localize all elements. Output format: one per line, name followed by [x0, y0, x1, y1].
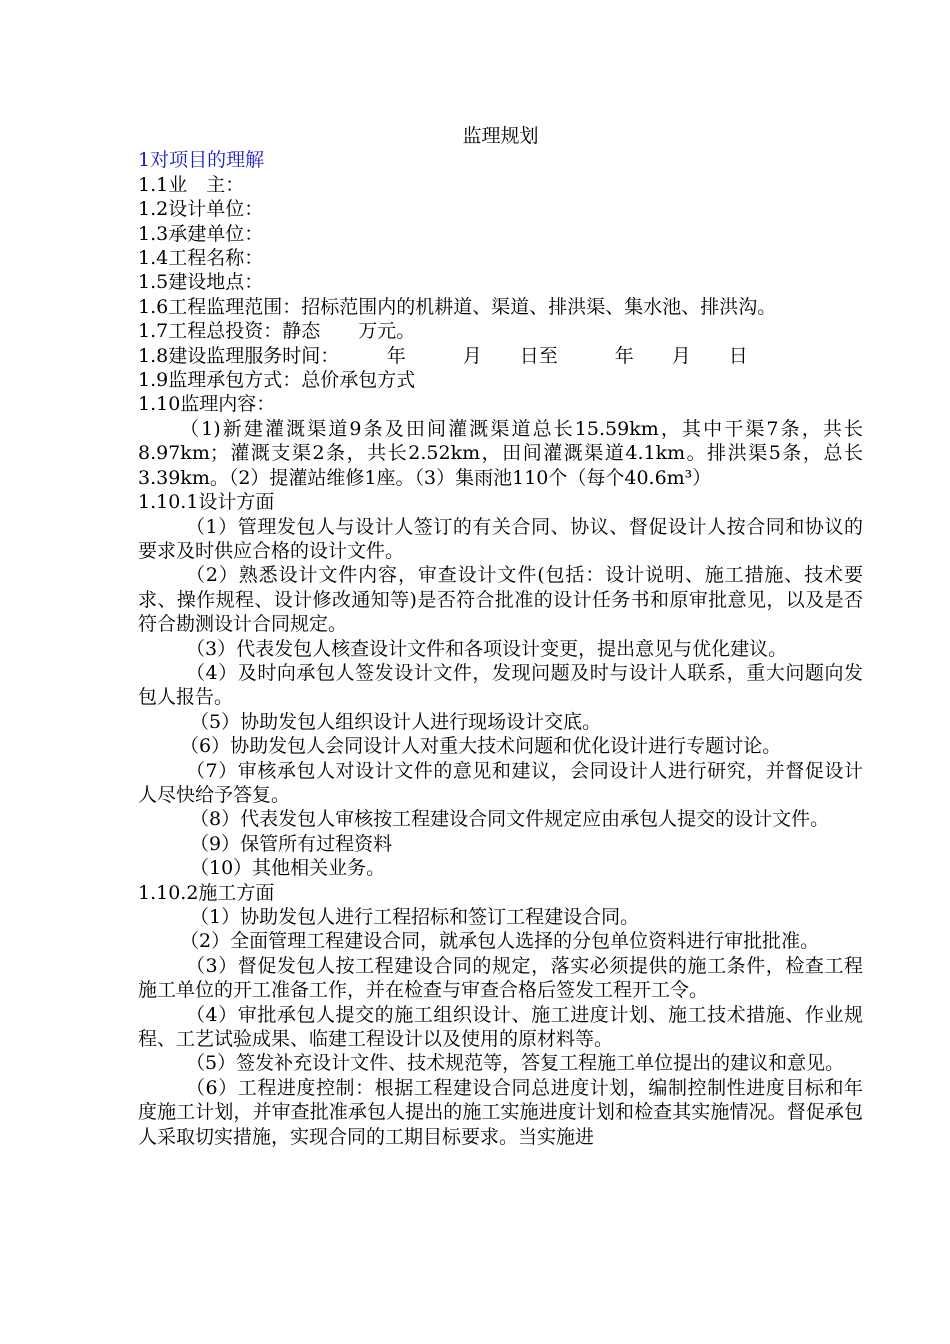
section-heading-project-understanding: 1对项目的理解: [138, 149, 265, 172]
item-contractor: 1.3承建单位：: [138, 222, 264, 245]
construction-item: （2）全面管理工程建设合同，就承包人选择的分包单位资料进行审批批准。: [180, 930, 820, 953]
document-page: [138, 124, 863, 1149]
design-item: （8）代表发包人审核按工程建设合同文件规定应由承包人提交的设计文件。: [190, 808, 830, 831]
item-owner: 1.1业 主：: [138, 173, 245, 196]
design-heading: 1.10.1设计方面: [138, 491, 275, 514]
design-item: （1）管理发包人与设计人签订的有关合同、协议、督促设计人按合同和协议的要求及时供应合格的设计文件。: [138, 515, 863, 562]
design-item: （7）审核承包人对设计文件的意见和建议，会同设计人进行研究，并督促设计人尽快给予答复。: [138, 759, 863, 806]
design-item: （6）协助发包人会同设计人对重大技术问题和优化设计进行专题讨论。: [180, 735, 782, 758]
item-site: 1.5建设地点：: [138, 271, 264, 294]
construction-item: （5）签发补充设计文件、技术规范等，答复工程施工单位提出的建议和意见。: [186, 1052, 845, 1075]
construction-heading: 1.10.2施工方面: [138, 881, 275, 904]
item-service-time: 1.8建设监理服务时间： 年 月 日至 年 月 日: [138, 344, 748, 367]
design-item: （4）及时向承包人签发设计文件，发现问题及时与设计人联系，重大问题向发包人报告。: [138, 661, 863, 709]
design-item: （10）其他相关业务。: [190, 857, 386, 880]
content-paragraph: （1)新建灌溉渠道9条及田间灌溉渠道总长15.59km，其中干渠7条，共长8.97km；灌溉支渠2条，共长2.52km，田间灌溉渠道4.1km。排洪渠5条，总长3.39km。（2）提灌站维修1座。（3）集雨池110个（每个40.6m³）: [138, 417, 863, 489]
design-item: （3）代表发包人核查设计文件和各项设计变更，提出意见与优化建议。: [186, 637, 788, 660]
design-item: （2）熟悉设计文件内容，审查设计文件(包括：设计说明、施工措施、技术要求、操作规程、设计修改通知等)是否符合批准的设计任务书和原审批意见，以及是否符合勘测设计合同规定。: [138, 564, 863, 636]
item-contract-mode: 1.9监理承包方式：总价承包方式: [138, 369, 416, 392]
construction-item: （6）工程进度控制：根据工程建设合同总进度计划，编制控制性进度目标和年度施工计划，并审查批准承包人提出的施工实施进度计划和检查其实施情况。督促承包人采取切实措施，实现合同的工期目标要求。当实施进: [138, 1076, 863, 1148]
item-scope: 1.6工程监理范围：招标范围内的机耕道、渠道、排洪渠、集水池、排洪沟。: [138, 295, 777, 318]
item-design-unit: 1.2设计单位：: [138, 198, 264, 221]
construction-item: （1）协助发包人进行工程招标和签订工程建设合同。: [190, 906, 640, 928]
page-title: 监理规划: [462, 125, 539, 147]
design-item: （9）保管所有过程资料: [190, 832, 393, 855]
item-project-name: 1.4工程名称：: [138, 247, 264, 270]
item-investment: 1.7工程总投资：静态 万元。: [138, 320, 416, 343]
construction-item: （3）督促发包人按工程建设合同的规定，落实必须提供的施工条件，检查工程施工单位的开工准备工作，并在检查与审查合格后签发工程开工令。: [138, 954, 863, 1002]
design-item: （5）协助发包人组织设计人进行现场设计交底。: [190, 710, 602, 733]
construction-item: （4）审批承包人提交的施工组织设计、施工进度计划、施工技术措施、作业规程、工艺试验成果、临建工程设计以及使用的原材料等。: [138, 1003, 863, 1051]
item-content: 1.10监理内容：: [138, 393, 276, 416]
